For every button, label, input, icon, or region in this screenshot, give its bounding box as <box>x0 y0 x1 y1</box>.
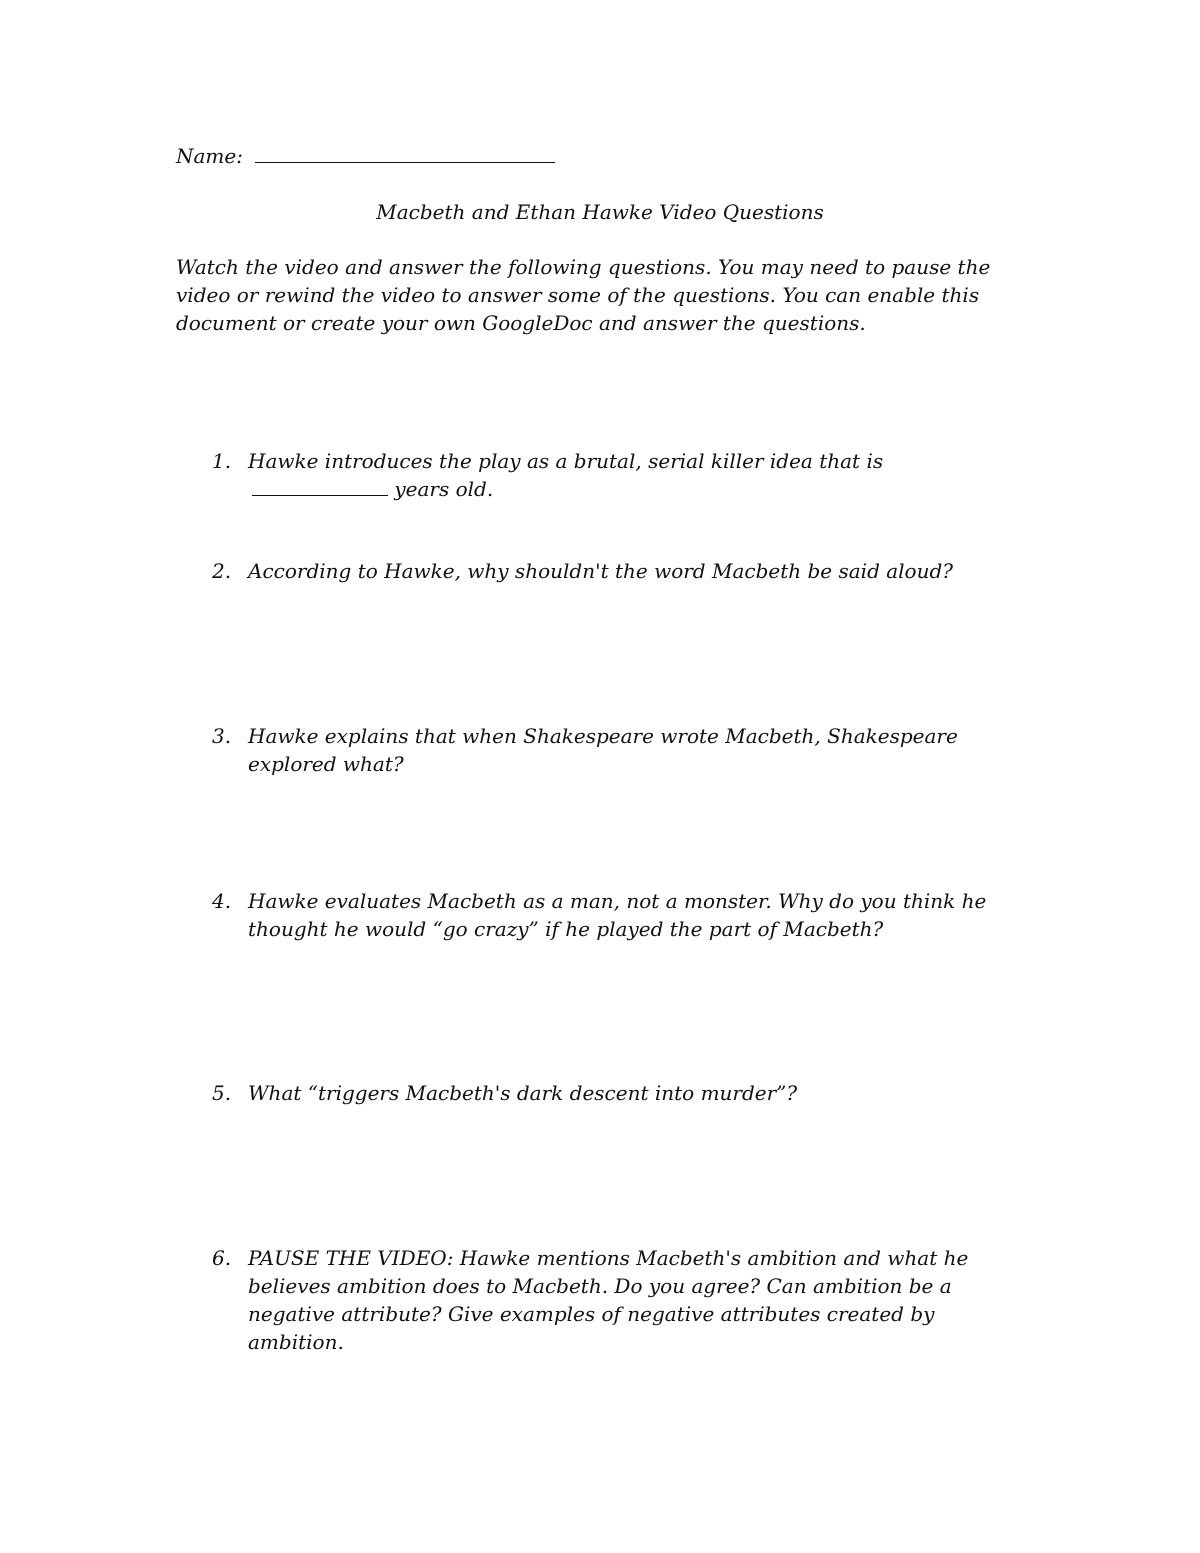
question-text: PAUSE THE VIDEO: Hawke mentions Macbeth's ambition and what he believes ambition does to Macbeth. Do you agree? Can ambition be a negative attribute? Give examples of negative attributes created by ambition. <box>248 1246 969 1354</box>
question-text <box>248 447 1024 503</box>
question-text-after: years old. <box>394 477 494 501</box>
question-1 <box>212 447 1024 503</box>
name-blank-line[interactable] <box>255 144 555 163</box>
question-text: What “triggers Macbeth's dark descent into murder”? <box>248 1081 798 1105</box>
document-title: Macbeth and Ethan Hawke Video Questions <box>376 200 824 224</box>
question-number: 6. <box>212 1246 232 1270</box>
question-text: Hawke explains that when Shakespeare wrote Macbeth, Shakespeare explored what? <box>248 724 958 776</box>
question-text: Hawke evaluates Macbeth as a man, not a monster. Why do you think he thought he would “go crazy” if he played the part of Macbeth? <box>248 889 987 941</box>
question-2 <box>212 557 1024 585</box>
question-number: 5. <box>212 1081 232 1105</box>
question-number: 2. <box>212 559 232 583</box>
question-4 <box>212 887 1024 943</box>
name-field-row <box>176 142 555 170</box>
question-number: 1. <box>212 449 232 473</box>
question-3 <box>212 722 1024 778</box>
instructions-paragraph: Watch the video and answer the following questions. You may need to pause the video or rewind the video to answer some of the questions. You can enable this document or create your own GoogleDoc and answer the questions. <box>176 255 991 335</box>
question-number: 4. <box>212 889 232 913</box>
name-label: Name: <box>176 144 243 168</box>
question-5 <box>212 1079 1024 1107</box>
question-6 <box>212 1244 1024 1356</box>
question-number: 3. <box>212 724 232 748</box>
question-text: According to Hawke, why shouldn't the word Macbeth be said aloud? <box>248 559 953 583</box>
question-text-before: Hawke introduces the play as a brutal, serial killer idea that is <box>248 449 884 473</box>
answer-blank-line[interactable] <box>252 477 388 496</box>
